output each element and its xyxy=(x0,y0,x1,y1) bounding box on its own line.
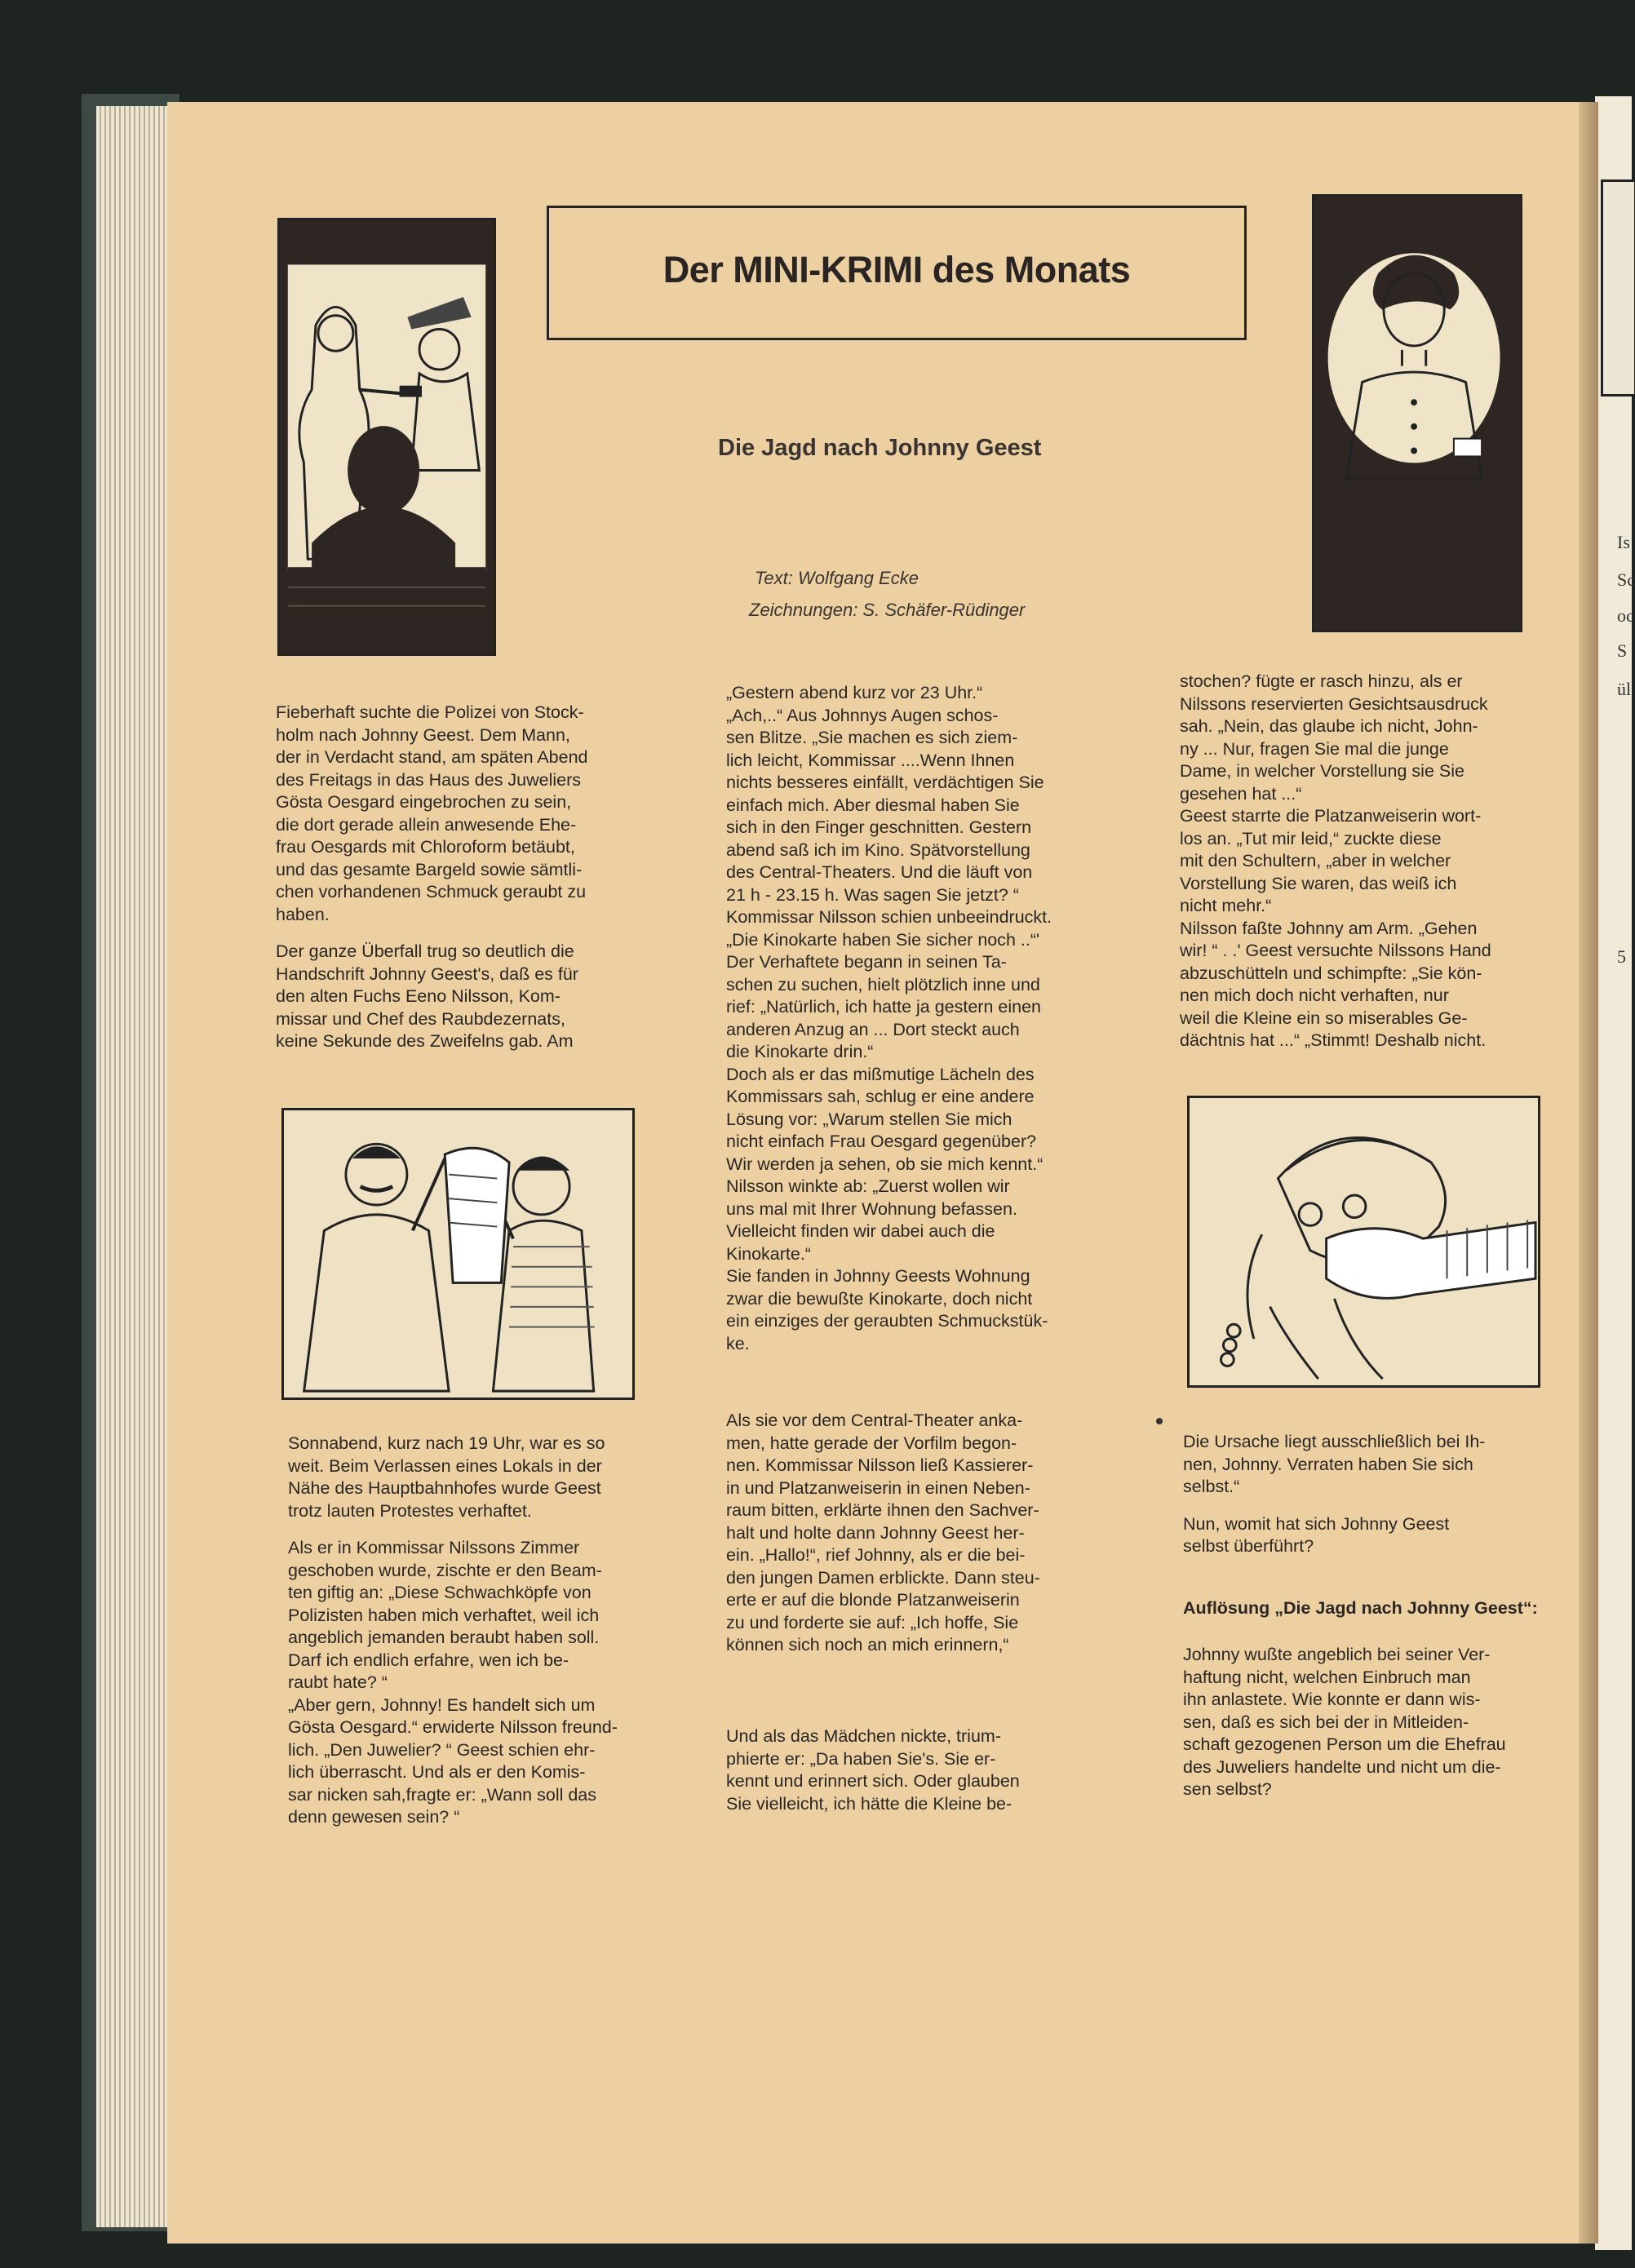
column-2-top xyxy=(726,682,1093,1370)
adjacent-page-text: oc xyxy=(1617,605,1634,626)
story-subtitle: Die Jagd nach Johnny Geest xyxy=(718,435,1042,461)
page-edges xyxy=(96,106,178,2227)
text-credit: Text: Wolfgang Ecke xyxy=(755,568,919,588)
title-box xyxy=(547,206,1247,340)
column-2-middle xyxy=(726,1410,1093,1672)
solution-heading: Auflösung „Die Jagd nach Johnny Geest“: xyxy=(1183,1597,1538,1618)
column-3-bottom xyxy=(1183,1431,1550,1816)
paragraph: Nun, womit hat sich Johnny Geest selbst überführt? xyxy=(1183,1513,1450,1556)
illustration-top-right xyxy=(1312,194,1522,632)
column-2-bottom xyxy=(726,1725,1093,1830)
page-title: Der MINI-KRIMI des Monats xyxy=(662,249,1131,290)
column-3-top xyxy=(1180,671,1547,1067)
adjacent-page-text: 5 xyxy=(1617,946,1626,967)
illustration-top-left xyxy=(277,218,496,656)
adjacent-page-box xyxy=(1601,179,1634,396)
paragraph: stochen? fügte er rasch hinzu, als er Nilssons reservierten Gesichtsausdruck sah. „Nein, das glaube ich nicht, John- ny ... Nur, fragen Sie mal die junge Dame, in welcher Vorstellung sie Sie gesehen hat ...“ Geest starrte die Platzanweiserin wort- los an. „Tut mir leid,“ zuckte diese mit den Schultern, „aber in welcher Vorstellung Sie waren, das weiß ich nicht mehr.“ Nilsson faßte Johnny am Arm. „Gehen wir! “ . .' Geest versuchte Nilssons Hand abzuschütteln und schimpfte: „Sie kön- nen mich doch nicht verhaften, nur weil die Kleine ein so miserables Ge- dächtnis hat ...“ „Stimmt! Deshalb nicht. xyxy=(1180,671,1491,1050)
paragraph: Als sie vor dem Central-Theater anka- men, hatte gerade der Vorfilm begon- nen. Kommissar Nilsson ließ Kassierer- in und Platzanweiserin in einen Neben- raum bitten, erklärte ihnen den Sachver- halt und holte dann Johnny Geest her- ein. „Hallo!“, rief Johnny, als er die bei- den jungen Damen erblickte. Dann steu- erte er auf die blonde Platzanweiserin zu und forderte sie auf: „Ich hoffe, Sie können sich noch an mich erinnern,“ xyxy=(726,1411,1040,1654)
adjacent-page xyxy=(1595,96,1632,2250)
paragraph: Fieberhaft suchte die Polizei von Stock- holm nach Johnny Geest. Dem Mann, der in Verdacht stand, am späten Abend des Freitags in das Haus des Juweliers Gösta Oesgard eingebrochen zu sein, die dort gerade allein anwesende Ehe- frau Oesgards mit Chloroform betäubt, und das gesamte Bargeld sowie sämtli- chen vorhandenen Schmuck geraubt zu haben. xyxy=(276,702,588,924)
paragraph: Und als das Mädchen nickte, trium- phierte er: „Da haben Sie's. Sie er- kennt und erinnert sich. Oder glauben Sie vielleicht, ich hätte die Kleine be- xyxy=(726,1726,1020,1814)
illustration-middle-right xyxy=(1187,1096,1540,1388)
illustration-middle-left xyxy=(281,1108,635,1400)
adjacent-page-text: ül xyxy=(1617,679,1632,699)
drawing-credit: Zeichnungen: S. Schäfer-Rüdinger xyxy=(749,600,1026,620)
paragraph: Als er in Kommissar Nilssons Zimmer geschoben wurde, zischte er den Beam- ten giftig an: „Diese Schwachköpfe von Polizisten haben mich verhaftet, weil ich angeblich jemanden beraubt haben soll. Darf ich endlich erfahre, wen ich be- raubt hate? “ „Aber gern, Johnny! Es handelt sich um Gösta Oesgard.“ erwiderte Nilsson freund- lich. „Den Juwelier? “ Geest schien ehr- lich überrascht. Und als er den Komis- sar nicken sah,fragte er: „Wann soll das denn gewesen sein? “ xyxy=(288,1538,618,1827)
bullet-dot xyxy=(1156,1418,1163,1424)
column-1-top xyxy=(276,702,635,1068)
paragraph: Der ganze Überfall trug so deutlich die Handschrift Johnny Geest's, daß es für den alten Fuchs Eeno Nilsson, Kom- missar und Chef des Raubdezernats, keine Sekunde des Zweifelns gab. Am xyxy=(276,941,578,1051)
paragraph: Sonnabend, kurz nach 19 Uhr, war es so weit. Beim Verlassen eines Lokals in der Nähe des Hauptbahnhofes wurde Geest trotz lauten Protestes verhaftet. xyxy=(288,1433,605,1521)
paragraph: Die Ursache liegt ausschließlich bei Ih- nen, Johnny. Verraten haben Sie sich selbst.“ xyxy=(1183,1432,1486,1496)
adjacent-page-text: S xyxy=(1617,640,1628,661)
page-gutter xyxy=(1579,102,1598,2244)
adjacent-page-text: Sc xyxy=(1617,569,1635,590)
solution-text: Johnny wußte angeblich bei seiner Ver- haftung nicht, welchen Einbruch man ihn anlastete. Wie konnte er dann wis- sen, daß es sich bei der in Mitleiden- schaft gezogenen Person um die Ehefrau des Juweliers handelte und nicht um die- sen selbst? xyxy=(1183,1645,1506,1799)
column-1-bottom xyxy=(288,1433,651,1844)
adjacent-page-text: Is xyxy=(1617,532,1630,552)
paragraph: „Gestern abend kurz vor 23 Uhr.“ „Ach,..“ Aus Johnnys Augen schos- sen Blitze. „Sie machen es sich ziem- lich leicht, Kommissar ....Wenn Ihnen nichts besseres einfällt, verdächtigen Sie einfach mich. Aber diesmal haben Sie sich in den Finger geschnitten. Gestern abend saß ich im Kino. Spätvorstellung des Central-Theaters. Und die läuft von 21 h - 23.15 h. Was sagen Sie jetzt? “ Kommissar Nilsson schien unbeeindruckt. „Die Kinokarte haben Sie sicher noch ..“' Der Verhaftete begann in seinen Ta- schen zu suchen, hielt plötzlich inne und rief: „Natürlich, ich hatte ja gestern einen anderen Anzug an ... Dort steckt auch die Kinokarte drin.“ Doch als er das mißmutige Lächeln des Kommissars sah, schlug er eine andere Lösung vor: „Warum stellen Sie mich nicht einfach Frau Oesgard gegenüber? Wir werden ja sehen, ob sie mich kennt.“ Nilsson winkte ab: „Zuerst wollen wir uns mal mit Ihrer Wohnung befassen. Vielleicht finden wir dabei auch die Kinokarte.“ Sie fanden in Johnny Geests Wohnung zwar die bewußte Kinokarte, doch nicht ein einziges der geraubten Schmuckstük- ke. xyxy=(726,683,1052,1353)
